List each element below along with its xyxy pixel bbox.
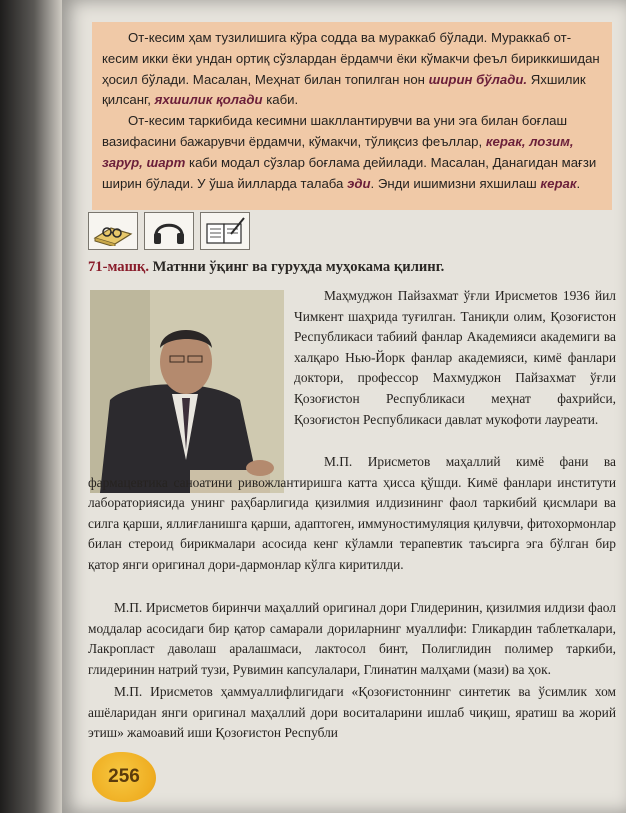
rule-paragraph-1 [102,28,602,111]
highlighted-term: керак, лозим, зарур, шарт [102,133,574,170]
highlighted-term: эди [347,175,371,191]
exercise-title [88,259,444,276]
exercise-icons [88,212,250,250]
text-paragraph-4: М.П. Ирисметов ҳаммуаллифлигидаги «Қозоғистоннинг синтетик ва ўсимлик хом ашёларидан янги оригинал маҳаллий дори воситаларини ишлаб чиқиш, яратиш ва жорий этиш» жамоавий иши Қозоғистон Республи [88,684,616,741]
rule-text-run: От-кесим таркибида кесимни шакллантирувчи ва уни эга билан боғлаш вазифасини бажарувчи ёрдамчи, кўмакчи, тўлиқсиз феъллар, [102,113,568,149]
text-paragraph-3: М.П. Ирисметов биринчи маҳаллий оригинал дори Глидеринин, қизилмия илдизи фаол моддалар асосидаги бир қатор самарали дориларнинг муаллифи: Гликардин таблеткалари, Лакропласт даволаш аралашмаси, лактосол бинт, Полиглидин полимер таркиби, глидеринин натрий тузи, Рувимин капсулалари, Глинатин малҳами (мази) ва ҳок. [88,600,616,677]
exercise-number: 71-машқ. [88,259,149,275]
page-number: 256 [108,766,140,787]
book-glasses-icon [88,212,138,250]
grammar-rule-box [92,22,612,210]
rule-text-run: каби. [262,92,299,108]
rule-text-run: . Энди ишимизни яхшилаш [370,175,541,191]
rule-text-run: Яхшилик қилсанг, [102,71,586,108]
book-spine [0,0,62,813]
exercise-instruction: Матнни ўқинг ва гуруҳда муҳокама қилинг. [152,259,445,275]
rule-text-run: каби модал сўзлар боғлама дейилади. Масалан, Данагидан мағзи ширин бўлади. У ўша йилларда талаба [102,154,597,191]
highlighted-term: яхшилик қолади [154,92,263,108]
text-paragraph-1: Маҳмуджон Пайзахмат ўғли Ирисметов 1936 йил Чимкент шаҳрида туғилган. Таниқли олим, Қозоғистон Республикаси табиий фанлар Академияси академиги ва халқаро Нью-Йорк фанлар академияси, кимё фанлари доктори, профессор Махмуджон Пайзахмат ўғли Қозоғистон Республикаси меҳнат фахрийси, Қозоғистон Республикаси давлат мукофоти лауреати. [294,288,616,427]
text-paragraph-2: М.П. Ирисметов маҳаллий кимё фани ва фармацевтика саноатини ривожлантиришга катта ҳисса қўшди. Кимё фанлари институти лабораториясида унинг раҳбарлигида қизилмия илдизининг фаол таркибий қисмлари ва силга қарши, яллиғланишга қарши, адаптоген, иммуностимуляция қилувчи, фитохормонлар билан стероид бирикмалари асосида кенг кўламли терапевтик таъсирга эга бўлган бир қатор янги оригинал дори-дармонлар кўлга киритилди. [88,454,616,572]
page-number-badge [92,752,156,802]
notebook-pen-icon [200,212,250,250]
rule-paragraph-2 [102,111,602,194]
highlighted-term: керак [540,175,577,191]
headphones-icon [144,212,194,250]
rule-text-run: . [576,175,581,191]
rule-text-run: От-кесим ҳам тузилишига кўра содда ва мураккаб бўлади. Мураккаб от-кесим икки ёки ундан ортиқ сўзлардан ёрдамчи ёки кўмакчи феъл бириккишидан ҳосил бўлади. Масалан, Меҳнат билан топилган нон [102,30,600,87]
highlighted-term: ширин бўлади. [428,71,528,87]
